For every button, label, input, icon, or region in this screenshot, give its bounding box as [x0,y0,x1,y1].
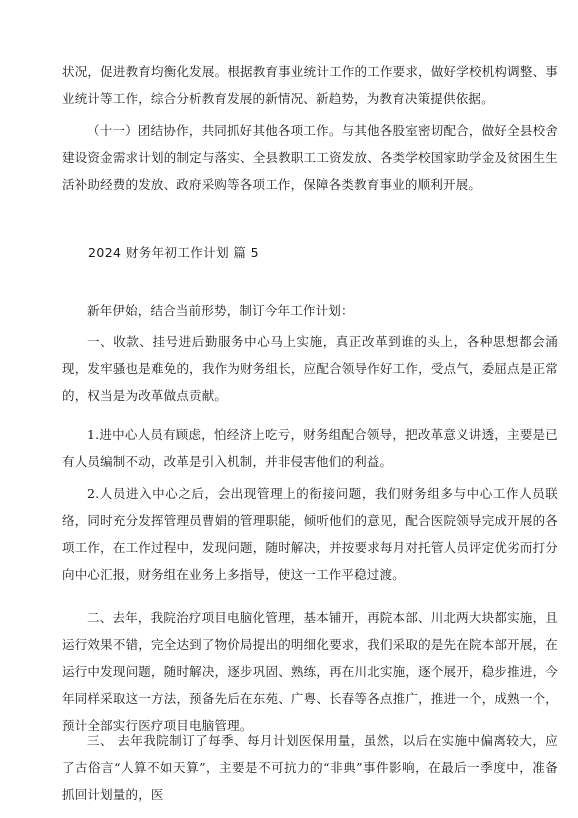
section-title: 2024 财务年初工作计划 篇 5 [88,245,259,260]
paragraph-item-one-sub-1: 1.进中心人员有顾虑，怕经济上吃亏，财务组配合领导，把改革意义讲透，主要是已有人员编制不动，改革是引入机制，并非侵害他们的利益。 [62,427,558,469]
paragraph-item-three: 三、 去年我院制订了每季、每月计划医保用量，虽然，以后在实施中偏离较大，应了古俗言“人算不如天算”，主要是不可抗力的“非典”事件影响，在最后一季度中，准备抓回计划量的，医 [62,733,558,802]
paragraph-item-one: 一、收款、挂号进后勤服务中心马上实施，真正改革到谁的头上，各种思想都会涌现，发牢骚也是难免的，我作为财务组长，应配合领导作好工作，受点气，委屈点是正常的，权当是为改革做点贡献。 [62,334,558,403]
paragraph-item-eleven: （十一）团结协作，共同抓好其他各项工作。与其他各股室密切配合，做好全县校舍建设资金需求计划的制定与落实、全县教职工工资发放、各类学校国家助学金及贫困生生活补助经费的发放、政府采购等各项工作，保障各类教育事业的顺利开展。 [62,123,558,192]
paragraph-item-one-sub-2: 2.人员进入中心之后，会出现管理上的衔接问题，我们财务组多与中心工作人员联络，同时充分发挥管理员曹娟的管理职能，倾听他们的意见，配合医院领导完成开展的各项工作，在工作过程中，发现问题，随时解决，并按要求每月对托管人员评定优劣而打分向中心汇报，财务组在业务上多指导，使这一工作平稳过渡。 [62,486,558,582]
paragraph-intro: 新年伊始，结合当前形势，制订今年工作计划： [87,303,354,318]
paragraph-education-statistics: 状况，促进教育均衡化发展。根据教育事业统计工作的工作要求，做好学校机构调整、事业统计等工作，综合分析教育发展的新情况、新趋势，为教育决策提供依据。 [62,64,558,106]
paragraph-item-two: 二、去年，我院治疗项目电脑化管理，基本铺开，再院本部、川北两大块都实施，且运行效果不错，完全达到了物价局提出的明细化要求，我们采取的是先在院本部开展，在运行中发现问题，随时解决，逐步巩固、熟练，再在川北实施，逐个展开，稳步推进，今年同样采取这一方法，预备先后在东苑、广粤、长春等各点推广，推进一个，成熟一个，预计全部实行医疗项目电脑管理。 [62,610,558,733]
